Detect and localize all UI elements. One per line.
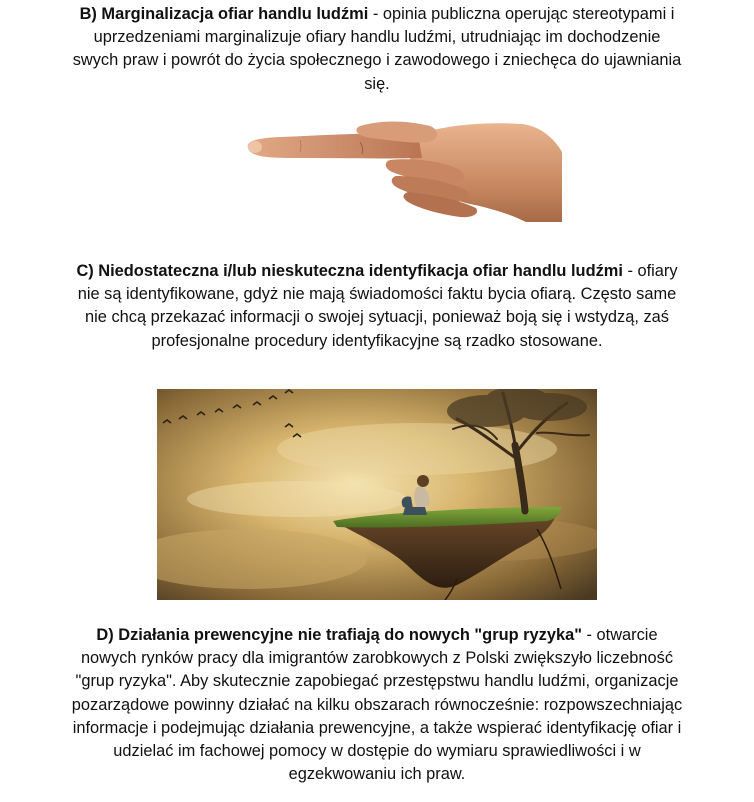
section-b-paragraph	[70, 3, 684, 96]
pointing-hand-image	[240, 118, 566, 222]
section-c-paragraph	[70, 260, 684, 353]
section-d-paragraph	[70, 624, 684, 786]
section-d-body: - otwarcie nowych rynków pracy dla imigrantów zarobkowych z Polski zwiększyło liczebność "grup ryzyka". Aby skutecznie zapobiegać przestępstwu handlu ludźmi, organizacje pozarządowe powinny działać na kilku obszarach równocześnie: rozpowszechniając informacje i podejmując działania prewencyjne, a także wspierać identyfikację ofiar i udzielać im fachowej pomocy w dostępie do wymiaru sprawiedliwości i w egzekwowaniu ich praw.	[71, 626, 683, 784]
section-d-heading: D) Działania prewencyjne nie trafiają do nowych "grup ryzyka"	[96, 626, 582, 644]
section-c-body: - ofiary nie są identyfikowane, gdyż nie mają świadomości faktu bycia ofiarą. Często same nie chcą przekazać informacji o swojej sytuacji, ponieważ boją się i wstydzą, zaś profesjonalne procedury identyfikacyjne są rzadko stosowane.	[77, 262, 678, 350]
floating-island-image	[157, 389, 597, 600]
section-b-heading: B) Marginalizacja ofiar handlu ludźmi	[79, 5, 369, 23]
section-b-body: - opinia publiczna operując stereotypami i uprzedzeniami marginalizuje ofiary handlu ludźmi, utrudniając im dochodzenie swych praw i powrót do życia społecznego i zawodowego i zniechęca do ujawniania się.	[72, 5, 682, 93]
section-c-heading: C) Niedostateczna i/lub nieskuteczna identyfikacja ofiar handlu ludźmi	[76, 262, 623, 280]
